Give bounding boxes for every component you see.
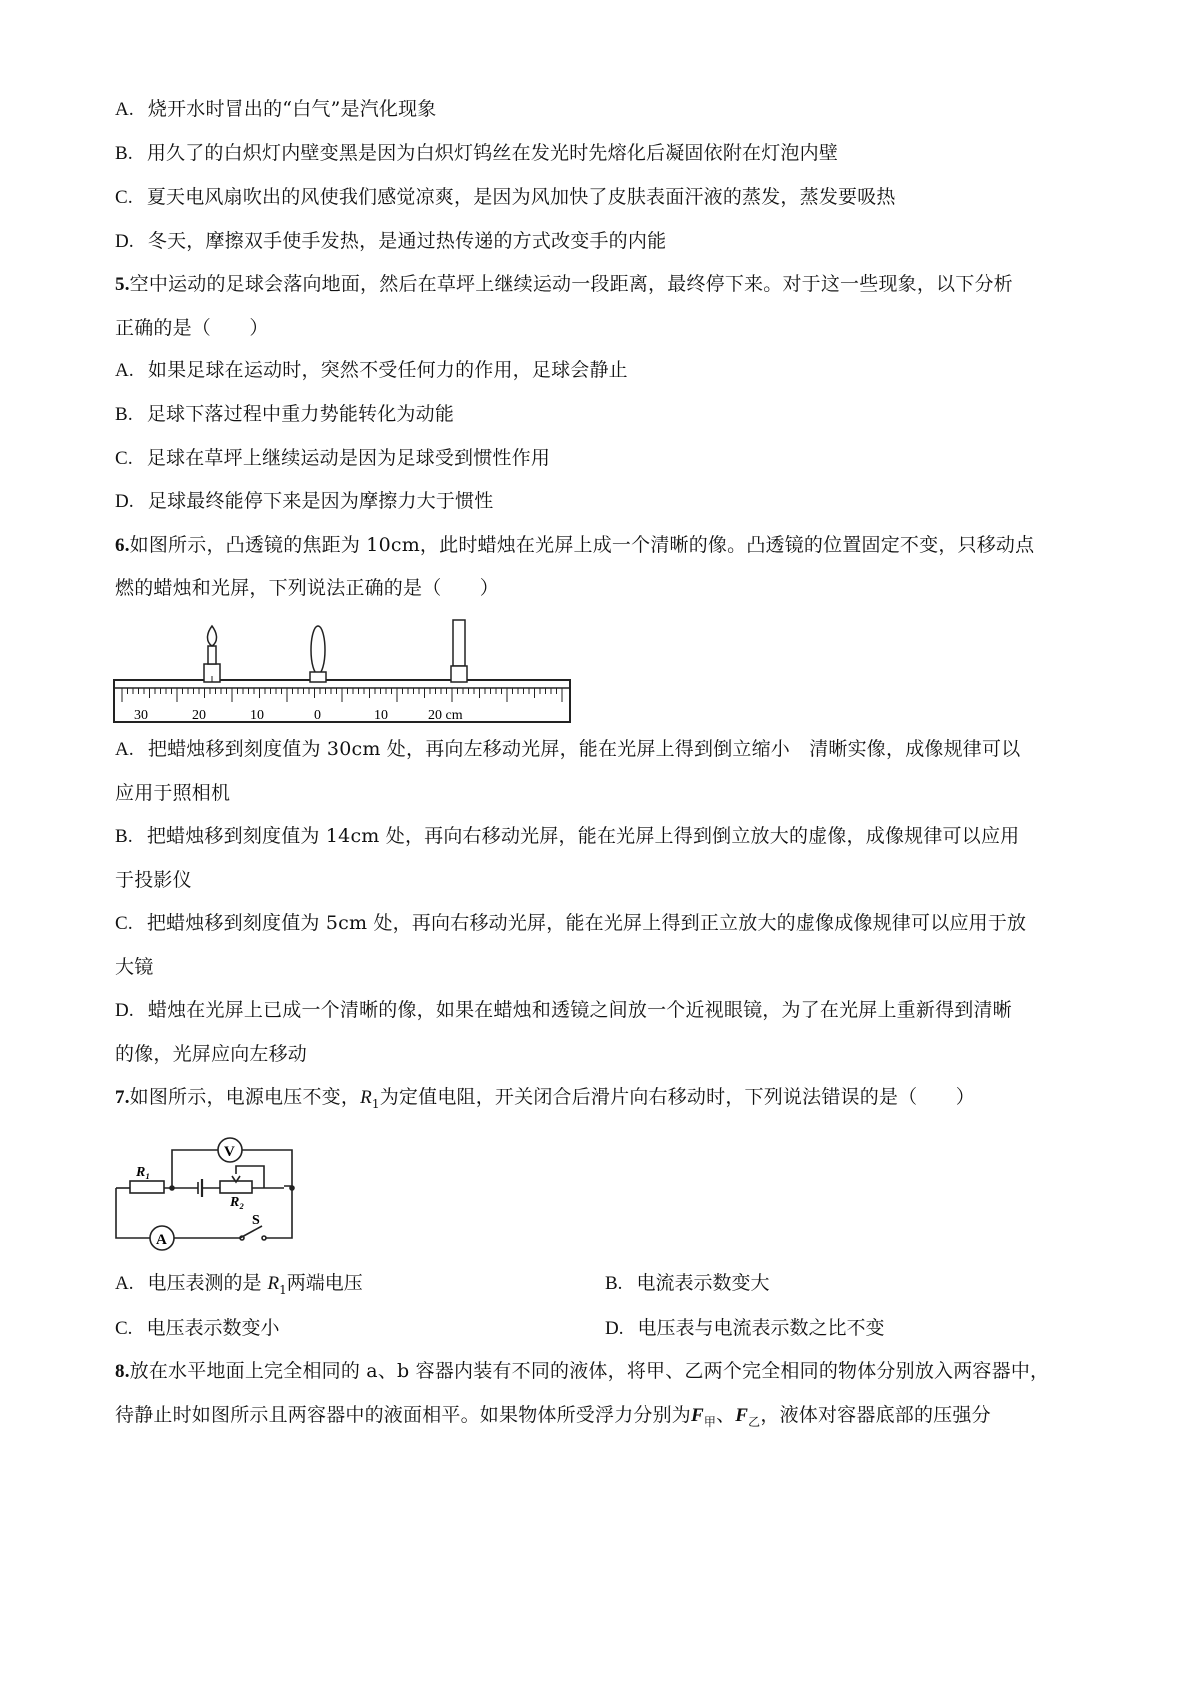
- option-letter: A.: [115, 99, 134, 120]
- ruler-label: 20 cm: [428, 708, 463, 723]
- option-letter: D.: [605, 1318, 624, 1339]
- option-text: 应用于照相机: [115, 782, 231, 804]
- q6-option-a-line2: [115, 781, 230, 805]
- resistor-subscript: 1: [279, 1282, 287, 1297]
- option-letter: A.: [115, 360, 134, 381]
- ruler-label: 10: [250, 708, 264, 723]
- q6-option-b-line1: [115, 824, 1019, 849]
- force-subscript: 乙: [748, 1414, 761, 1429]
- question-stem: 待静止时如图所示且两容器中的液面相平。如果物体所受浮力分别为: [115, 1404, 692, 1426]
- r1-label: R₁: [136, 1165, 151, 1180]
- option-text: 烧开水时冒出的“白气”是汽化现象: [147, 98, 437, 120]
- ruler-label: 20: [192, 708, 206, 723]
- q6-option-c-line2: [115, 955, 153, 979]
- q4-option-b: [115, 141, 838, 166]
- q6-option-a-line1: [115, 737, 1020, 762]
- force-symbol: F: [691, 1405, 704, 1426]
- junction-dot: [169, 1185, 175, 1191]
- q4-option-d: [115, 229, 666, 254]
- force-subscript: 甲: [703, 1414, 717, 1429]
- option-letter: A.: [115, 739, 134, 760]
- option-text: 把蜡烛移到刻度值为 30cm 处，再向左移动光屏，能在光屏上得到倒立缩小 清晰实像，成像规律可以: [147, 738, 1021, 760]
- q5-option-a: [115, 358, 628, 383]
- question-number: 7.: [115, 1087, 130, 1108]
- option-letter: B.: [115, 404, 133, 425]
- option-text: 足球下落过程中重力势能转化为动能: [146, 403, 455, 425]
- question-number: 5.: [115, 274, 130, 295]
- option-text: 如果足球在运动时，突然不受任何力的作用，足球会静止: [147, 359, 628, 381]
- option-text: 把蜡烛移到刻度值为 5cm 处，再向右移动光屏，能在光屏上得到正立放大的虚像成像规律可以应用于放: [146, 912, 1027, 934]
- option-letter: D.: [115, 1000, 134, 1021]
- q4-option-c: [115, 185, 896, 210]
- junction-dot: [289, 1185, 295, 1191]
- q7-stem: [115, 1085, 975, 1116]
- option-text: 足球在草坪上继续运动是因为足球受到惯性作用: [146, 447, 551, 469]
- option-letter: B.: [605, 1273, 623, 1294]
- question-stem: 正确的是（ ）: [115, 317, 269, 339]
- option-text: 于投影仪: [115, 869, 192, 891]
- resistor-symbol: R: [360, 1087, 372, 1108]
- option-text: 的像，光屏应向左移动: [115, 1043, 308, 1065]
- question-stem: 为定值电阻，开关闭合后滑片向右移动时，下列说法错误的是（ ）: [379, 1086, 975, 1108]
- q7-option-c: [115, 1316, 279, 1341]
- option-text: 电压表测的是: [147, 1272, 268, 1294]
- option-letter: C.: [115, 187, 133, 208]
- option-text: 夏天电风扇吹出的风使我们感觉凉爽，是因为风加快了皮肤表面汗液的蒸发，蒸发要吸热: [146, 186, 896, 208]
- q6-stem-line2: [115, 576, 499, 600]
- question-stem: 如图所示，电源电压不变，: [129, 1086, 361, 1108]
- q7-option-a: [115, 1271, 363, 1302]
- option-letter: C.: [115, 448, 133, 469]
- option-text: 足球最终能停下来是因为摩擦力大于惯性: [147, 490, 494, 512]
- q5-option-b: [115, 402, 454, 427]
- ammeter-label: A: [156, 1232, 167, 1248]
- option-text: 两端电压: [286, 1272, 363, 1294]
- resistor-subscript: 1: [371, 1096, 380, 1111]
- resistor-symbol: R: [267, 1273, 280, 1294]
- question-stem: 燃的蜡烛和光屏，下列说法正确的是（ ）: [115, 577, 500, 599]
- q5-stem-line2: [115, 316, 269, 340]
- option-letter: D.: [115, 491, 134, 512]
- q6-option-d-line1: [115, 998, 1012, 1023]
- candle-icon: [204, 626, 220, 682]
- option-text: 大镜: [115, 956, 154, 978]
- q5-stem-line1: [115, 272, 1013, 297]
- question-stem: 空中运动的足球会落向地面，然后在草坪上继续运动一段距离，最终停下来。对于这一些现象，以下分析: [129, 273, 1013, 295]
- q8-stem-line1: [115, 1359, 1049, 1384]
- ruler-label: 10: [374, 708, 388, 723]
- option-letter: A.: [115, 1273, 134, 1294]
- question-stem: 如图所示，凸透镜的焦距为 10cm，此时蜡烛在光屏上成一个清晰的像。凸透镜的位置固定不变，只移动点: [129, 534, 1035, 556]
- option-letter: B.: [115, 826, 133, 847]
- option-text: 电压表示数变小: [146, 1317, 280, 1339]
- q8-stem-line2: [115, 1403, 991, 1434]
- q6-option-d-line2: [115, 1042, 307, 1066]
- option-text: 蜡烛在光屏上已成一个清晰的像，如果在蜡烛和透镜之间放一个近视眼镜，为了在光屏上重新得到清晰: [147, 999, 1012, 1021]
- q5-option-c: [115, 446, 550, 471]
- option-letter: D.: [115, 231, 134, 252]
- optical-bench-figure: [112, 618, 572, 728]
- q6-option-b-line2: [115, 868, 192, 892]
- option-text: 用久了的白炽灯内壁变黑是因为白炽灯钨丝在发光时先熔化后凝固依附在灯泡内壁: [146, 142, 839, 164]
- q4-option-a: [115, 97, 437, 122]
- force-symbol: F: [735, 1405, 749, 1426]
- option-letter: C.: [115, 913, 133, 934]
- r2-label: R₂: [230, 1195, 245, 1210]
- option-letter: B.: [115, 143, 133, 164]
- option-text: 冬天，摩擦双手使手发热，是通过热传递的方式改变手的内能: [147, 230, 667, 252]
- question-number: 6.: [115, 535, 130, 556]
- separator: 、: [716, 1404, 736, 1426]
- q6-stem-line1: [115, 533, 1034, 558]
- option-letter: C.: [115, 1318, 133, 1339]
- switch-label: S: [252, 1213, 260, 1228]
- question-stem: ，液体对容器底部的压强分: [760, 1404, 991, 1426]
- voltmeter-label: V: [224, 1144, 235, 1160]
- question-stem: 放在水平地面上完全相同的 a、b 容器内装有不同的液体，将甲、乙两个完全相同的物体分别放入两容器中，: [129, 1360, 1050, 1382]
- question-number: 8.: [115, 1361, 130, 1382]
- circuit-diagram: [112, 1130, 332, 1255]
- ruler-label: 0: [314, 708, 321, 723]
- option-text: 把蜡烛移到刻度值为 14cm 处，再向右移动光屏，能在光屏上得到倒立放大的虚像，成像规律可以应用: [146, 825, 1020, 847]
- q7-option-b: [605, 1271, 769, 1296]
- light-screen-icon: [451, 620, 467, 682]
- option-text: 电流表示数变大: [636, 1272, 770, 1294]
- q6-option-c-line1: [115, 911, 1026, 936]
- ruler-label: 30: [134, 708, 148, 723]
- option-text: 电压表与电流表示数之比不变: [637, 1317, 885, 1339]
- q7-option-d: [605, 1316, 885, 1341]
- q5-option-d: [115, 489, 493, 514]
- convex-lens-icon: [310, 626, 326, 682]
